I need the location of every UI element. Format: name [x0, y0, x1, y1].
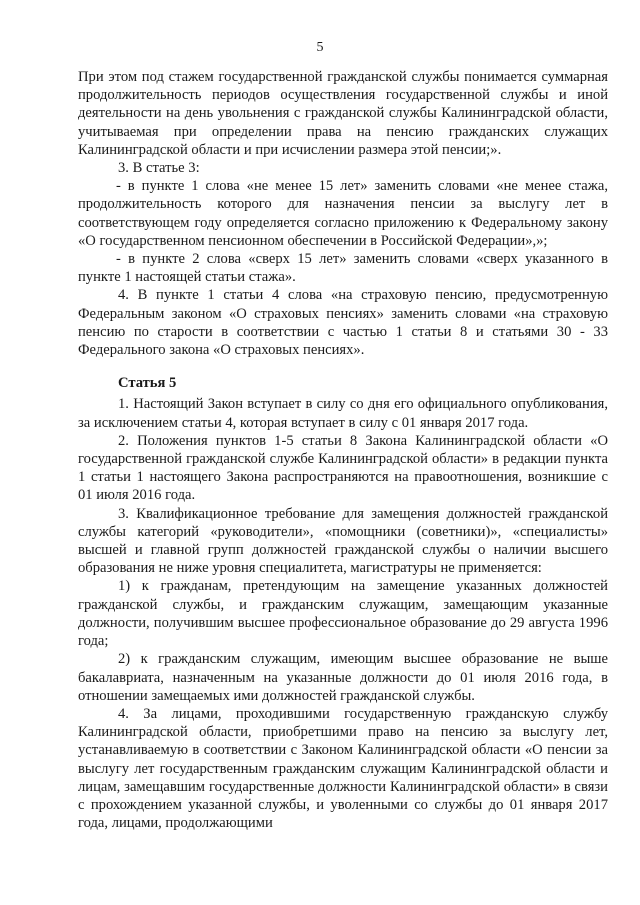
paragraph-article5-item3: 3. Квалификационное требование для замещения должностей гражданской службы категорий «руководители», «помощники (советники)», «специалисты» высшей и главной групп должностей гражданской службы о наличии высшего образования не ниже уровня специалитета, магистратуры не применяется: [78, 505, 608, 577]
paragraph-article5-item2: 2. Положения пунктов 1-5 статьи 8 Закона Калининградской области «О государственной гражданской службе Калининградской области» в редакции пункта 1 статьи 1 настоящего Закона распространяются на правоотношения, возникшие с 01 июля 2016 года. [78, 432, 608, 504]
paragraph-article4-change: 4. В пункте 1 статьи 4 слова «на страховую пенсию, предусмотренную Федеральным законом «О страховых пенсиях» заменить словами «на страховую пенсию по старости в соответствии с частью 1 статьи 8 и статьями 30 - 33 Федерального закона «О страховых пенсиях». [78, 287, 608, 359]
paragraph-article3-item2: - в пункте 2 слова «сверх 15 лет» заменить словами «сверх указанного в пункте 1 настоящей статьи стажа». [78, 251, 608, 286]
paragraph-pension-definition: При этом под стажем государственной гражданской службы понимается суммарная продолжительность периодов осуществления государственной службы и иной деятельности на день увольнения с гражданской службы Калининградской области, учитываемая при определении права на пенсию гражданских служащих Калининградской области и при исчислении размера этой пенсии;». [78, 69, 608, 158]
paragraph-article5-item1: 1. Настоящий Закон вступает в силу со дня его официального опубликования, за исключением статьи 4, которая вступает в силу с 01 января 2017 года. [78, 396, 608, 431]
paragraph-article5-subitem2: 2) к гражданским служащим, имеющим высшее образование не выше бакалавриата, назначенным на указанные должности до 01 июля 2016 года, в отношении замещаемых ими должностей гражданской службы. [78, 651, 608, 704]
paragraph-article3-item1: - в пункте 1 слова «не менее 15 лет» заменить словами «не менее стажа, продолжительность которого для назначения пенсии за выслугу лет в соответствующем году определяется согласно приложению к Федеральному закону «О государственном пенсионном обеспечении в Российской Федерации»,»; [78, 178, 608, 249]
document-body [78, 68, 608, 832]
page-number: 5 [316, 40, 324, 55]
paragraph-article5-subitem1: 1) к гражданам, претендующим на замещение указанных должностей гражданской службы, и гражданским служащим, замещающим указанные должности, получившим высшее профессиональное образование до 29 августа 1996 года; [78, 578, 608, 650]
paragraph-article5-item4: 4. За лицами, проходившими государственную гражданскую службу Калининградской области, приобретшими право на пенсию за выслугу лет, устанавливаемую в соответствии с Законом Калининградской области «О пенсии за выслугу лет государственным гражданским служащим Калининградской области и лицам, замещавшим государственные должности Калининградской области» в связи с прохождением указанной службы, и уволенными со службы до 01 января 2017 года, лицами, продолжающими [78, 705, 608, 832]
paragraph-article3-heading: 3. В статье 3: [118, 160, 200, 177]
article-title: Статья 5 [118, 375, 177, 392]
